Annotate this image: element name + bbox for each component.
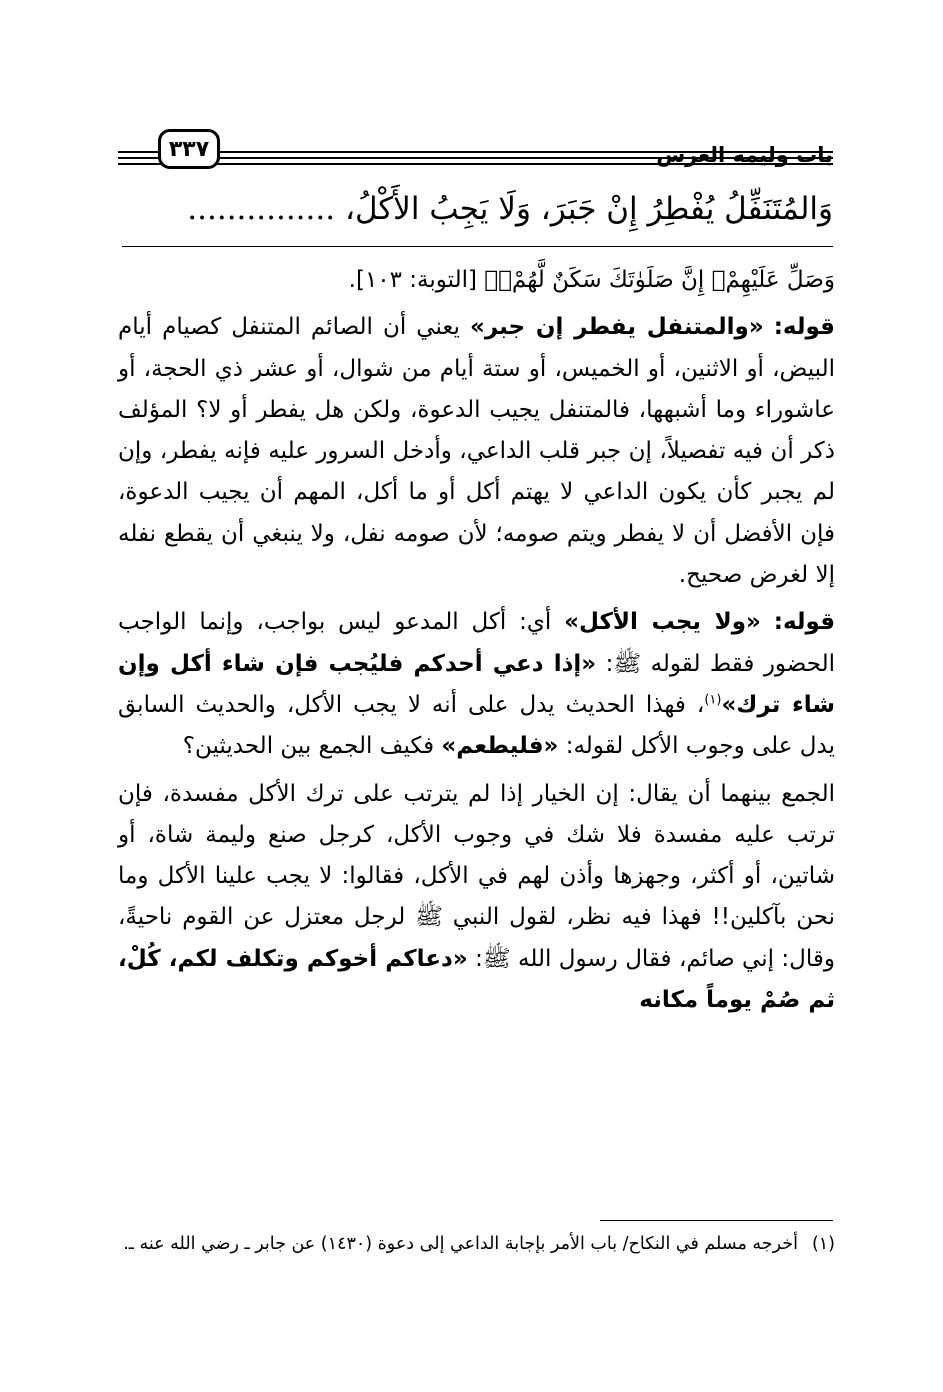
paragraph-text: أي: أكل المدعو ليس بواجب، وإنما الواجب الحضور فقط لقوله ﷺ: — [118, 609, 836, 677]
footnote-line — [118, 1225, 835, 1263]
paragraph-text: يعني أن الصائم المتنفل كصيام أيام البيض، أو الاثنين، أو الخميس، أو ستة أيام من شوال، أو عشر ذي الحجة، أو عاشوراء وما أشبهها، فالمتنفل يجيب الدعوة، ولكن هل يفطر أو لا؟ المؤلف ذكر أن فيه تفصيلاً، إن جبر قلب الداعي، وأدخل السرور عليه فإنه يفطر، وإن لم يجبر كأن يكون الداعي لا يهتم أكل أو ما أكل، المهم أن يجيب الدعوة، فإن الأفضل أن لا يفطر ويتم صومه؛ لأن صومه نفل، ولا ينبغي أن يقطع نفله إلا لغرض صحيح. — [118, 314, 835, 589]
footnote-text: أخرجه مسلم في النكاح/ باب الأمر بإجابة الداعي إلى دعوة (١٤٣٠) عن جابر ـ رضي الله عنه ـ. — [123, 1234, 798, 1254]
page-number: ٣٣٧ — [158, 129, 220, 169]
header-rule-middle — [118, 157, 833, 159]
header-rule-bottom — [118, 163, 833, 165]
quoted-matn: «والمتنفل يفطر إن جبر» — [469, 314, 764, 341]
footnote — [118, 1225, 835, 1263]
footnote-marker: (١) — [811, 1234, 835, 1254]
commentary-body — [118, 260, 835, 1021]
paragraph-text: الجمع بينهما أن يقال: إن الخيار إذا لم يترتب على ترك الأكل مفسدة، فإن ترتب عليه مفسدة فلا شك في وجوب الأكل، كرجل صنع وليمة شاة، أو شاتين، أو أكثر، وجهزها وأذن لهم في الأكل، فقالوا: لا يجب علينا الأكل وما نحن بآكلين!! فهذا فيه نظر، لقول النبي ﷺ لرجل معتزل عن القوم ناحيةً، وقال: إني صائم، فقال رسول الله ﷺ: — [118, 780, 835, 972]
paragraph-text: ، فهذا الحديث يدل على أنه لا يجب الأكل، والحديث السابق يدل على وجوب الأكل لقوله: — [118, 691, 835, 760]
paragraph-label: قوله: — [773, 609, 836, 636]
quran-verse-line — [118, 260, 835, 301]
footnote-divider — [600, 1220, 833, 1221]
hadith-quote: «إذا دعي أحدكم فليُجب فإن شاء أكل وإن شاء ترك» — [118, 650, 835, 718]
hadith-quote: «دعاكم أخوكم وتكلف لكم، كُلْ، ثم صُمْ يوماً مكانه — [118, 945, 835, 1014]
paragraph-reconciliation — [118, 774, 835, 1022]
quoted-matn: «ولا يجب الأكل» — [564, 609, 761, 636]
footnote-reference: (١) — [704, 692, 722, 708]
matn-divider — [122, 246, 833, 247]
paragraph-text: فكيف الجمع بين الحديثين؟ — [182, 733, 442, 760]
matn-line: وَالمُتَنَفِّلُ يُفْطِرُ إِنْ جَبَرَ، وَلَا يَجِبُ الأَكْلُ، ............... — [187, 191, 833, 227]
chapter-title: باب وليمة العرس — [656, 143, 833, 167]
paragraph-label: قوله: — [773, 314, 835, 341]
hadith-quote: «فليطعم» — [441, 733, 559, 760]
header-rule-top — [118, 151, 833, 153]
quran-verse: وَصَلِّ عَلَيْهِمْۖ إِنَّ صَلَوٰتَكَ سَكَنٌ لَّهُمْۗ﴾ [التوبة: ١٠٣]. — [348, 267, 835, 293]
paragraph-eating — [118, 602, 835, 767]
paragraph-fasting — [118, 307, 835, 596]
